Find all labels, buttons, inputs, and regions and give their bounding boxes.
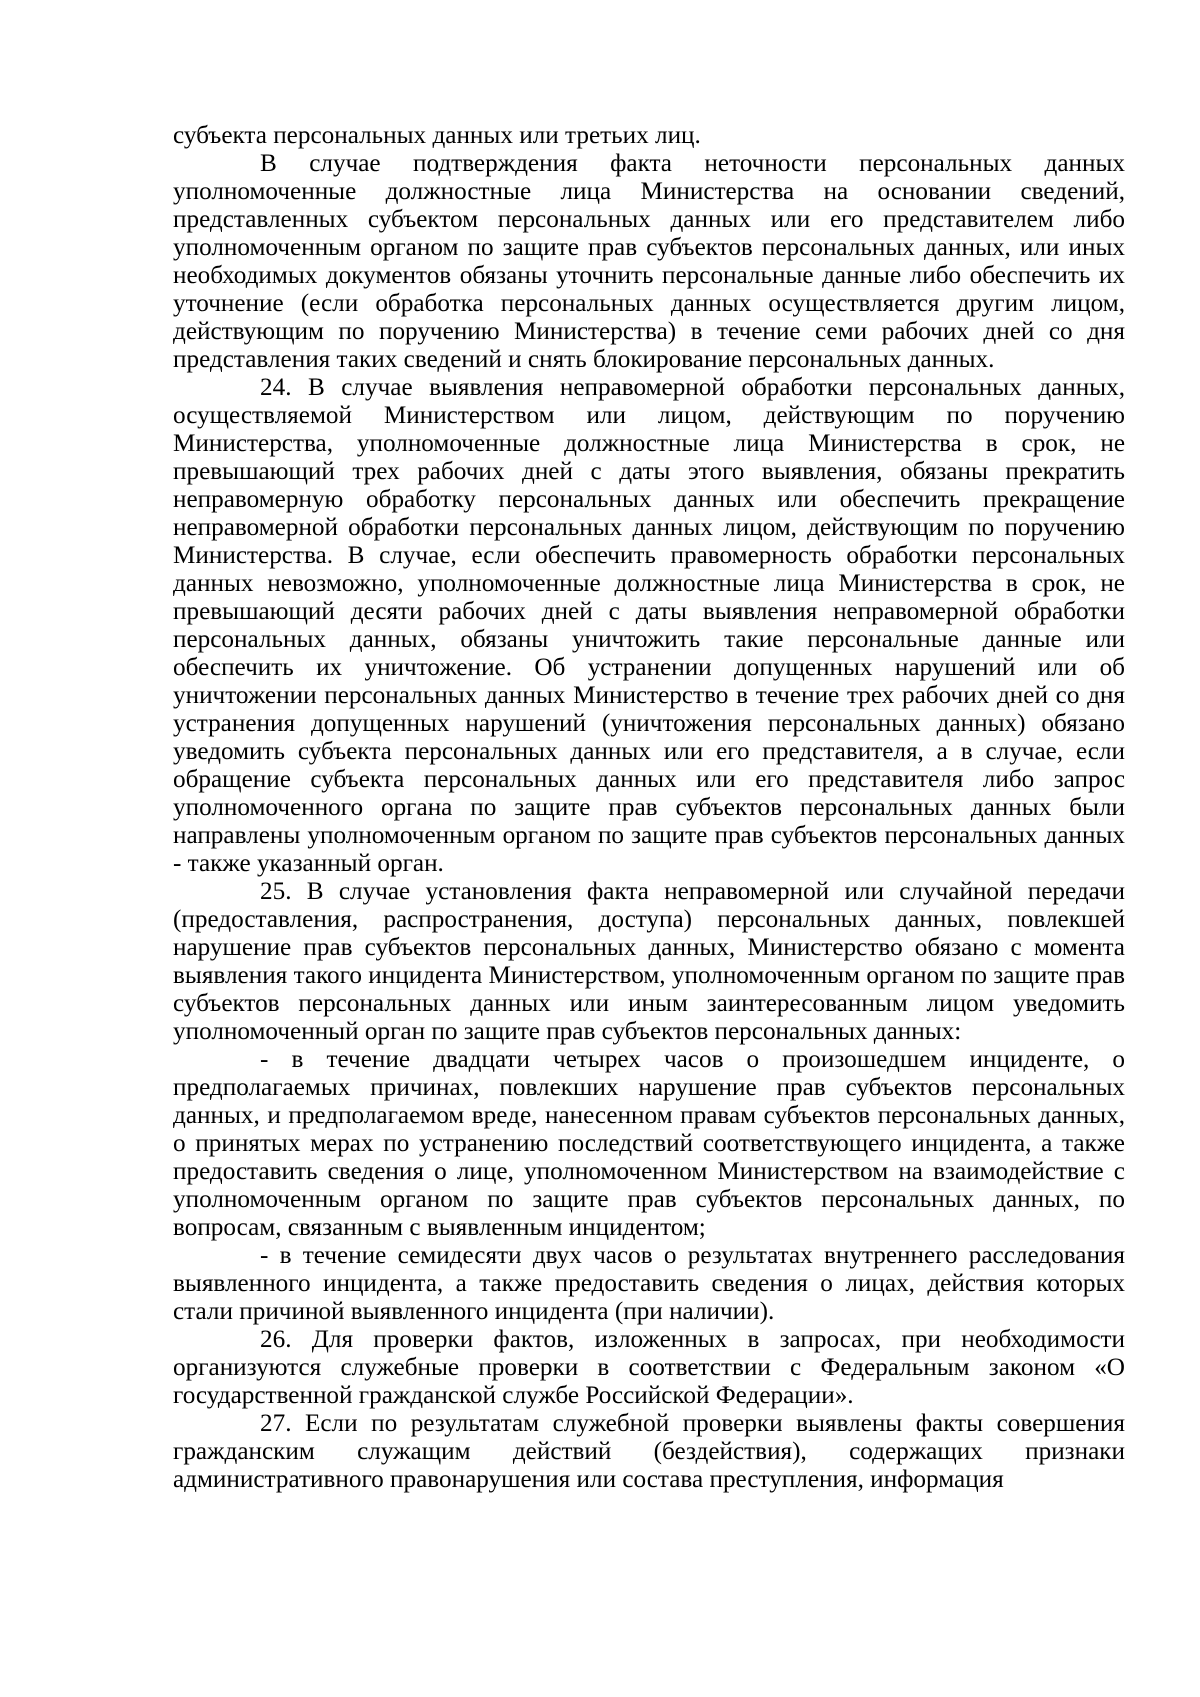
paragraph-27: 27. Если по результатам служебной проверки выявлены факты совершения гражданским служащим действий (бездействия), содержащих признаки административного правонарушения или состава преступления, информация [173, 1410, 1125, 1493]
paragraph-continuation: субъекта персональных данных или третьих лиц. [173, 122, 701, 149]
paragraph-26: 26. Для проверки фактов, изложенных в запросах, при необходимости организуются служебные проверки в соответствии с Федеральным законом «О государственной гражданской службе Российской Федерации». [173, 1326, 1125, 1409]
paragraph-24: 24. В случае выявления неправомерной обработки персональных данных, осуществляемой Министерством или лицом, действующим по поручению Министерства, уполномоченные должностные лица Министерства в срок, не превышающий трех рабочих дней с даты этого выявления, обязаны прекратить неправомерную обработку персональных данных или обеспечить прекращение неправомерной обработки персональных данных лицом, действующим по поручению Министерства. В случае, если обеспечить правомерность обработки персональных данных невозможно, уполномоченные должностные лица Министерства в срок, не превышающий десяти рабочих дней с даты выявления неправомерной обработки персональных данных, обязаны уничтожить такие персональные данные или обеспечить их уничтожение. Об устранении допущенных нарушений или об уничтожении персональных данных Министерство в течение трех рабочих дней со дня устранения допущенных нарушений (уничтожения персональных данных) обязано уведомить субъекта персональных данных или его представителя, а в случае, если обращение субъекта персональных данных или его представителя либо запрос уполномоченного органа по защите прав субъектов персональных данных были направлены уполномоченным органом по защите прав субъектов персональных данных - также указанный орган. [173, 374, 1125, 877]
list-item-72-hours: - в течение семидесяти двух часов о результатах внутреннего расследования выявленного инцидента, а также предоставить сведения о лицах, действия которых стали причиной выявленного инцидента (при наличии). [173, 1242, 1125, 1325]
document-page [173, 122, 1125, 1494]
list-item-24-hours: - в течение двадцати четырех часов о произошедшем инциденте, о предполагаемых причинах, повлекших нарушение прав субъектов персональных данных, и предполагаемом вреде, нанесенном правам субъектов персональных данных, о принятых мерах по устранению последствий соответствующего инцидента, а также предоставить сведения о лице, уполномоченном Министерством на взаимодействие с уполномоченным органом по защите прав субъектов персональных данных, по вопросам, связанным с выявленным инцидентом; [173, 1046, 1125, 1241]
paragraph-25: 25. В случае установления факта неправомерной или случайной передачи (предоставления, распространения, доступа) персональных данных, повлекшей нарушение прав субъектов персональных данных, Министерство обязано с момента выявления такого инцидента Министерством, уполномоченным органом по защите прав субъектов персональных данных или иным заинтересованным лицом уведомить уполномоченный орган по защите прав субъектов персональных данных: [173, 878, 1125, 1045]
paragraph-inaccuracy: В случае подтверждения факта неточности персональных данных уполномоченные должностные лица Министерства на основании сведений, представленных субъектом персональных данных или его представителем либо уполномоченным органом по защите прав субъектов персональных данных, или иных необходимых документов обязаны уточнить персональные данные либо обеспечить их уточнение (если обработка персональных данных осуществляется другим лицом, действующим по поручению Министерства) в течение семи рабочих дней со дня представления таких сведений и снять блокирование персональных данных. [173, 150, 1125, 373]
